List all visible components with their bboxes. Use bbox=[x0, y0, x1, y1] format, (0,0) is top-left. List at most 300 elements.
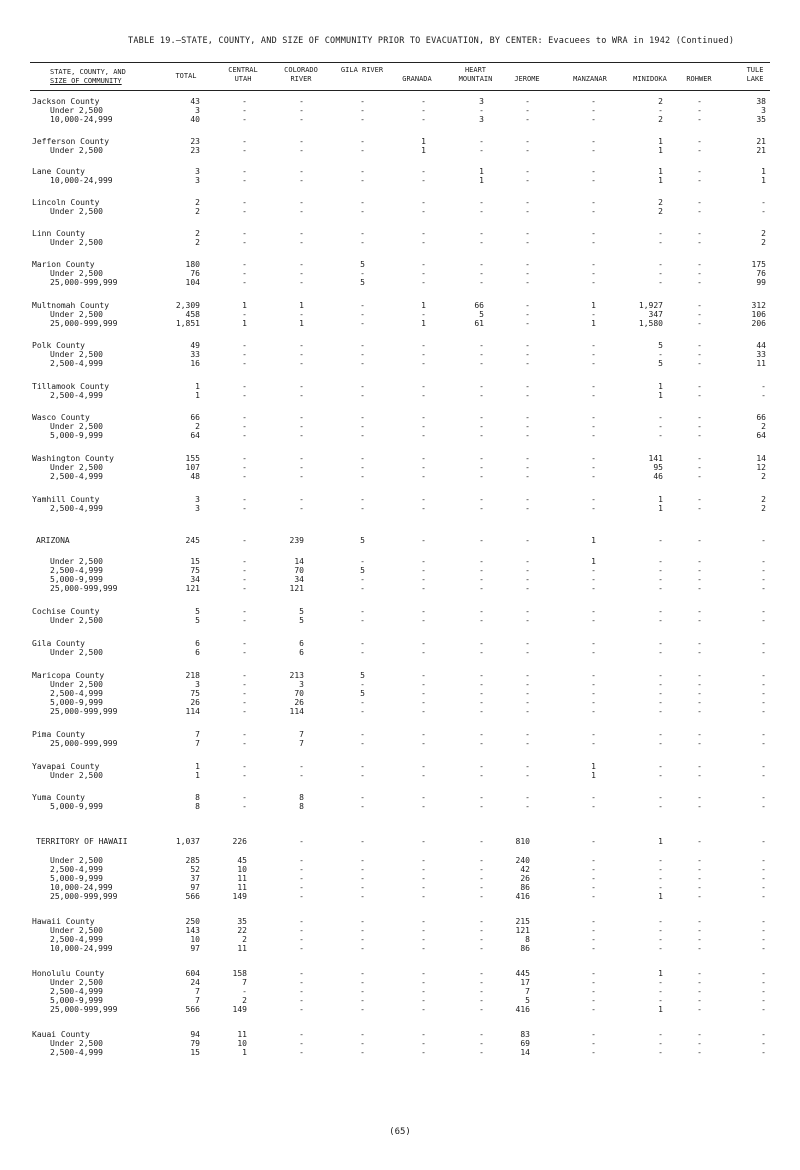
cell-4: - bbox=[360, 350, 365, 359]
cell-8: - bbox=[591, 865, 596, 874]
cell-5: - bbox=[421, 739, 426, 748]
header-heart-mountain: HEART MOUNTAIN bbox=[458, 66, 493, 83]
cell-4: - bbox=[360, 97, 365, 106]
cell-9: 1 bbox=[658, 892, 663, 901]
row-label: Under 2,500 bbox=[50, 856, 103, 865]
cell-9: - bbox=[658, 865, 663, 874]
cell-6: - bbox=[479, 557, 484, 566]
cell-8: - bbox=[591, 198, 596, 207]
cell-8: - bbox=[591, 1030, 596, 1039]
cell-11: - bbox=[761, 584, 766, 593]
cell-6: - bbox=[479, 1039, 484, 1048]
cell-4: - bbox=[360, 167, 365, 176]
row-label: Under 2,500 bbox=[50, 310, 103, 319]
cell-11: - bbox=[761, 566, 766, 575]
cell-4: - bbox=[360, 771, 365, 780]
cell-11: 38 bbox=[756, 97, 766, 106]
row-label: TERRITORY OF HAWAII bbox=[36, 837, 128, 846]
cell-10: - bbox=[697, 137, 702, 146]
cell-3: - bbox=[299, 883, 304, 892]
row-label: 2,500-4,999 bbox=[50, 359, 103, 368]
cell-3: - bbox=[299, 892, 304, 901]
row-label: 10,000-24,999 bbox=[50, 176, 113, 185]
cell-1: 52 bbox=[190, 865, 200, 874]
cell-5: - bbox=[421, 167, 426, 176]
cell-10: - bbox=[697, 707, 702, 716]
cell-9: 1 bbox=[658, 391, 663, 400]
cell-1: 48 bbox=[190, 472, 200, 481]
cell-7: 14 bbox=[520, 1048, 530, 1057]
cell-2: - bbox=[242, 584, 247, 593]
cell-1: 1 bbox=[195, 391, 200, 400]
cell-5: - bbox=[421, 536, 426, 545]
cell-8: - bbox=[591, 504, 596, 513]
cell-8: - bbox=[591, 413, 596, 422]
cell-1: 97 bbox=[190, 883, 200, 892]
table-row bbox=[0, 359, 800, 369]
cell-7: - bbox=[525, 137, 530, 146]
cell-8: - bbox=[591, 359, 596, 368]
cell-9: - bbox=[658, 802, 663, 811]
cell-3: 1 bbox=[299, 301, 304, 310]
cell-1: 3 bbox=[195, 504, 200, 513]
cell-4: - bbox=[360, 648, 365, 657]
cell-10: - bbox=[697, 730, 702, 739]
cell-7: - bbox=[525, 229, 530, 238]
cell-5: - bbox=[421, 1030, 426, 1039]
cell-2: - bbox=[242, 176, 247, 185]
header-central-utah: CENTRAL UTAH bbox=[228, 66, 258, 83]
cell-6: - bbox=[479, 260, 484, 269]
cell-4: 5 bbox=[360, 260, 365, 269]
cell-3: 6 bbox=[299, 639, 304, 648]
cell-2: - bbox=[242, 671, 247, 680]
cell-5: - bbox=[421, 382, 426, 391]
cell-3: - bbox=[299, 874, 304, 883]
row-label: Pima County bbox=[32, 730, 85, 739]
cell-4: - bbox=[360, 301, 365, 310]
cell-5: - bbox=[421, 176, 426, 185]
row-label: Wasco County bbox=[32, 413, 90, 422]
cell-11: 14 bbox=[756, 454, 766, 463]
cell-9: - bbox=[658, 874, 663, 883]
cell-5: - bbox=[421, 238, 426, 247]
cell-4: - bbox=[360, 917, 365, 926]
cell-3: - bbox=[299, 454, 304, 463]
cell-3: 5 bbox=[299, 616, 304, 625]
cell-7: 810 bbox=[515, 837, 530, 846]
cell-1: 6 bbox=[195, 639, 200, 648]
cell-8: 1 bbox=[591, 557, 596, 566]
cell-1: 180 bbox=[185, 260, 200, 269]
cell-2: - bbox=[242, 207, 247, 216]
cell-11: - bbox=[761, 671, 766, 680]
cell-8: - bbox=[591, 883, 596, 892]
cell-1: 250 bbox=[185, 917, 200, 926]
cell-3: 239 bbox=[289, 536, 304, 545]
cell-3: 7 bbox=[299, 739, 304, 748]
cell-7: - bbox=[525, 341, 530, 350]
cell-4: - bbox=[360, 504, 365, 513]
cell-6: - bbox=[479, 648, 484, 657]
cell-10: - bbox=[697, 198, 702, 207]
cell-10: - bbox=[697, 978, 702, 987]
cell-7: 8 bbox=[525, 935, 530, 944]
cell-4: - bbox=[360, 607, 365, 616]
row-label: Under 2,500 bbox=[50, 422, 103, 431]
cell-3: - bbox=[299, 167, 304, 176]
header-rule bbox=[30, 90, 770, 91]
table-row bbox=[0, 892, 800, 902]
row-label: Under 2,500 bbox=[50, 680, 103, 689]
header-gila-river: GILA RIVER bbox=[340, 66, 384, 74]
cell-7: 7 bbox=[525, 987, 530, 996]
cell-8: - bbox=[591, 892, 596, 901]
cell-7: - bbox=[525, 301, 530, 310]
cell-11: 206 bbox=[751, 319, 766, 328]
cell-7: - bbox=[525, 382, 530, 391]
cell-6: - bbox=[479, 856, 484, 865]
cell-7: - bbox=[525, 97, 530, 106]
cell-9: - bbox=[658, 260, 663, 269]
cell-4: - bbox=[360, 413, 365, 422]
cell-3: 114 bbox=[289, 707, 304, 716]
cell-1: 2 bbox=[195, 238, 200, 247]
cell-7: - bbox=[525, 671, 530, 680]
cell-6: - bbox=[479, 671, 484, 680]
cell-6: - bbox=[479, 944, 484, 953]
row-label: 2,500-4,999 bbox=[50, 566, 103, 575]
cell-2: - bbox=[242, 431, 247, 440]
cell-6: - bbox=[479, 391, 484, 400]
cell-9: - bbox=[658, 639, 663, 648]
cell-7: - bbox=[525, 146, 530, 155]
cell-6: - bbox=[479, 802, 484, 811]
cell-11: - bbox=[761, 987, 766, 996]
cell-8: - bbox=[591, 926, 596, 935]
table-row bbox=[0, 584, 800, 594]
cell-9: - bbox=[658, 730, 663, 739]
cell-10: - bbox=[697, 454, 702, 463]
cell-1: 75 bbox=[190, 689, 200, 698]
row-label: 2,500-4,999 bbox=[50, 391, 103, 400]
cell-7: - bbox=[525, 319, 530, 328]
cell-10: - bbox=[697, 97, 702, 106]
cell-7: - bbox=[525, 730, 530, 739]
cell-8: - bbox=[591, 639, 596, 648]
cell-7: - bbox=[525, 793, 530, 802]
cell-3: - bbox=[299, 996, 304, 1005]
cell-1: 66 bbox=[190, 413, 200, 422]
cell-5: - bbox=[421, 978, 426, 987]
header-granada: GRANADA bbox=[402, 75, 432, 83]
cell-4: - bbox=[360, 892, 365, 901]
cell-8: - bbox=[591, 229, 596, 238]
cell-10: - bbox=[697, 1039, 702, 1048]
cell-7: 5 bbox=[525, 996, 530, 1005]
cell-10: - bbox=[697, 793, 702, 802]
cell-9: 1 bbox=[658, 504, 663, 513]
cell-5: - bbox=[421, 97, 426, 106]
cell-10: - bbox=[697, 616, 702, 625]
cell-2: - bbox=[242, 771, 247, 780]
cell-9: - bbox=[658, 996, 663, 1005]
cell-10: - bbox=[697, 422, 702, 431]
cell-2: 1 bbox=[242, 319, 247, 328]
cell-6: - bbox=[479, 616, 484, 625]
cell-10: - bbox=[697, 671, 702, 680]
row-label: 2,500-4,999 bbox=[50, 1048, 103, 1057]
cell-11: - bbox=[761, 771, 766, 780]
row-label: Cochise County bbox=[32, 607, 100, 616]
cell-5: 1 bbox=[421, 146, 426, 155]
cell-2: - bbox=[242, 463, 247, 472]
cell-3: - bbox=[299, 106, 304, 115]
cell-4: - bbox=[360, 639, 365, 648]
row-label: Under 2,500 bbox=[50, 207, 103, 216]
cell-3: - bbox=[299, 969, 304, 978]
cell-6: - bbox=[479, 472, 484, 481]
cell-3: - bbox=[299, 310, 304, 319]
cell-9: - bbox=[658, 422, 663, 431]
cell-10: - bbox=[697, 495, 702, 504]
cell-4: 5 bbox=[360, 689, 365, 698]
cell-3: 121 bbox=[289, 584, 304, 593]
cell-4: 5 bbox=[360, 671, 365, 680]
cell-8: - bbox=[591, 607, 596, 616]
cell-1: 24 bbox=[190, 978, 200, 987]
cell-5: - bbox=[421, 557, 426, 566]
cell-9: 141 bbox=[648, 454, 663, 463]
cell-11: - bbox=[761, 944, 766, 953]
cell-9: - bbox=[658, 739, 663, 748]
cell-2: 11 bbox=[237, 944, 247, 953]
cell-1: 143 bbox=[185, 926, 200, 935]
cell-8: - bbox=[591, 382, 596, 391]
cell-1: 7 bbox=[195, 730, 200, 739]
cell-8: - bbox=[591, 167, 596, 176]
cell-3: - bbox=[299, 504, 304, 513]
cell-10: - bbox=[697, 382, 702, 391]
cell-2: - bbox=[242, 137, 247, 146]
table-row bbox=[0, 278, 800, 288]
row-label: Jackson County bbox=[32, 97, 100, 106]
cell-10: - bbox=[697, 917, 702, 926]
cell-2: - bbox=[242, 413, 247, 422]
cell-2: - bbox=[242, 422, 247, 431]
cell-5: - bbox=[421, 341, 426, 350]
cell-4: - bbox=[360, 229, 365, 238]
cell-7: - bbox=[525, 575, 530, 584]
cell-6: - bbox=[479, 536, 484, 545]
cell-3: 6 bbox=[299, 648, 304, 657]
cell-11: 64 bbox=[756, 431, 766, 440]
cell-9: - bbox=[658, 536, 663, 545]
cell-4: - bbox=[360, 137, 365, 146]
cell-4: - bbox=[360, 146, 365, 155]
cell-4: - bbox=[360, 575, 365, 584]
cell-7: 240 bbox=[515, 856, 530, 865]
cell-11: - bbox=[761, 969, 766, 978]
table-row bbox=[0, 207, 800, 217]
cell-1: 3 bbox=[195, 106, 200, 115]
cell-6: 66 bbox=[474, 301, 484, 310]
cell-7: - bbox=[525, 504, 530, 513]
cell-1: 104 bbox=[185, 278, 200, 287]
cell-1: 10 bbox=[190, 935, 200, 944]
cell-8: - bbox=[591, 238, 596, 247]
cell-1: 3 bbox=[195, 495, 200, 504]
row-label: Under 2,500 bbox=[50, 648, 103, 657]
cell-4: - bbox=[360, 856, 365, 865]
cell-4: - bbox=[360, 762, 365, 771]
cell-2: - bbox=[242, 730, 247, 739]
cell-11: 2 bbox=[761, 238, 766, 247]
cell-1: 26 bbox=[190, 698, 200, 707]
cell-5: 1 bbox=[421, 319, 426, 328]
cell-8: - bbox=[591, 115, 596, 124]
cell-6: - bbox=[479, 707, 484, 716]
row-label: 25,000-999,999 bbox=[50, 278, 118, 287]
cell-6: - bbox=[479, 1005, 484, 1014]
cell-7: - bbox=[525, 350, 530, 359]
cell-2: - bbox=[242, 495, 247, 504]
table-row bbox=[0, 115, 800, 125]
cell-5: - bbox=[421, 969, 426, 978]
cell-11: - bbox=[761, 536, 766, 545]
cell-3: - bbox=[299, 762, 304, 771]
row-label: Gila County bbox=[32, 639, 85, 648]
cell-11: - bbox=[761, 802, 766, 811]
cell-9: - bbox=[658, 917, 663, 926]
cell-7: - bbox=[525, 472, 530, 481]
cell-6: - bbox=[479, 584, 484, 593]
cell-6: - bbox=[479, 422, 484, 431]
cell-10: - bbox=[697, 167, 702, 176]
cell-10: - bbox=[697, 566, 702, 575]
cell-11: 99 bbox=[756, 278, 766, 287]
cell-1: 97 bbox=[190, 944, 200, 953]
cell-1: 37 bbox=[190, 874, 200, 883]
cell-11: 2 bbox=[761, 472, 766, 481]
cell-9: - bbox=[658, 987, 663, 996]
cell-11: 1 bbox=[761, 176, 766, 185]
cell-8: - bbox=[591, 935, 596, 944]
cell-1: 6 bbox=[195, 648, 200, 657]
cell-1: 2,309 bbox=[175, 301, 200, 310]
row-label: 25,000-999,999 bbox=[50, 584, 118, 593]
cell-8: - bbox=[591, 671, 596, 680]
cell-5: - bbox=[421, 607, 426, 616]
row-label: Yuma County bbox=[32, 793, 85, 802]
cell-6: 3 bbox=[479, 97, 484, 106]
cell-6: - bbox=[479, 969, 484, 978]
cell-8: - bbox=[591, 1048, 596, 1057]
cell-4: - bbox=[360, 207, 365, 216]
cell-7: - bbox=[525, 648, 530, 657]
cell-10: - bbox=[697, 926, 702, 935]
cell-3: - bbox=[299, 1005, 304, 1014]
row-label: 10,000-24,999 bbox=[50, 944, 113, 953]
cell-10: - bbox=[697, 874, 702, 883]
cell-3: - bbox=[299, 771, 304, 780]
cell-8: - bbox=[591, 698, 596, 707]
cell-10: - bbox=[697, 269, 702, 278]
cell-7: - bbox=[525, 269, 530, 278]
cell-4: - bbox=[360, 391, 365, 400]
cell-9: - bbox=[658, 229, 663, 238]
cell-3: 7 bbox=[299, 730, 304, 739]
cell-2: 35 bbox=[237, 917, 247, 926]
cell-5: - bbox=[421, 802, 426, 811]
cell-2: - bbox=[242, 359, 247, 368]
cell-6: - bbox=[479, 278, 484, 287]
table-row bbox=[0, 771, 800, 781]
cell-7: 69 bbox=[520, 1039, 530, 1048]
cell-5: - bbox=[421, 1039, 426, 1048]
cell-11: - bbox=[761, 996, 766, 1005]
cell-1: 40 bbox=[190, 115, 200, 124]
cell-10: - bbox=[697, 238, 702, 247]
cell-4: - bbox=[360, 978, 365, 987]
cell-6: - bbox=[479, 238, 484, 247]
cell-6: - bbox=[479, 935, 484, 944]
cell-6: - bbox=[479, 504, 484, 513]
row-label: Maricopa County bbox=[32, 671, 105, 680]
cell-1: 1,851 bbox=[175, 319, 200, 328]
row-label: Under 2,500 bbox=[50, 771, 103, 780]
cell-2: - bbox=[242, 167, 247, 176]
cell-9: - bbox=[658, 278, 663, 287]
cell-11: 12 bbox=[756, 463, 766, 472]
row-label: Marion County bbox=[32, 260, 95, 269]
cell-3: 70 bbox=[294, 566, 304, 575]
cell-1: 1 bbox=[195, 771, 200, 780]
cell-6: 5 bbox=[479, 310, 484, 319]
cell-2: - bbox=[242, 689, 247, 698]
cell-3: - bbox=[299, 422, 304, 431]
cell-7: 83 bbox=[520, 1030, 530, 1039]
cell-6: - bbox=[479, 883, 484, 892]
cell-5: - bbox=[421, 1048, 426, 1057]
cell-10: - bbox=[697, 278, 702, 287]
cell-4: - bbox=[360, 359, 365, 368]
row-label: Tillamook County bbox=[32, 382, 110, 391]
cell-4: - bbox=[360, 616, 365, 625]
cell-6: - bbox=[479, 680, 484, 689]
cell-4: - bbox=[360, 1039, 365, 1048]
cell-10: - bbox=[697, 575, 702, 584]
row-label: 25,000-999,999 bbox=[50, 739, 118, 748]
cell-4: - bbox=[360, 1030, 365, 1039]
cell-4: - bbox=[360, 422, 365, 431]
table-row bbox=[0, 1048, 800, 1058]
cell-6: - bbox=[479, 359, 484, 368]
cell-9: - bbox=[658, 584, 663, 593]
cell-10: - bbox=[697, 944, 702, 953]
cell-7: - bbox=[525, 359, 530, 368]
cell-1: 23 bbox=[190, 137, 200, 146]
cell-11: - bbox=[761, 917, 766, 926]
cell-9: 2 bbox=[658, 198, 663, 207]
cell-5: - bbox=[421, 310, 426, 319]
cell-8: - bbox=[591, 454, 596, 463]
cell-4: - bbox=[360, 935, 365, 944]
cell-11: - bbox=[761, 837, 766, 846]
cell-5: - bbox=[421, 391, 426, 400]
cell-3: - bbox=[299, 495, 304, 504]
cell-1: 5 bbox=[195, 616, 200, 625]
